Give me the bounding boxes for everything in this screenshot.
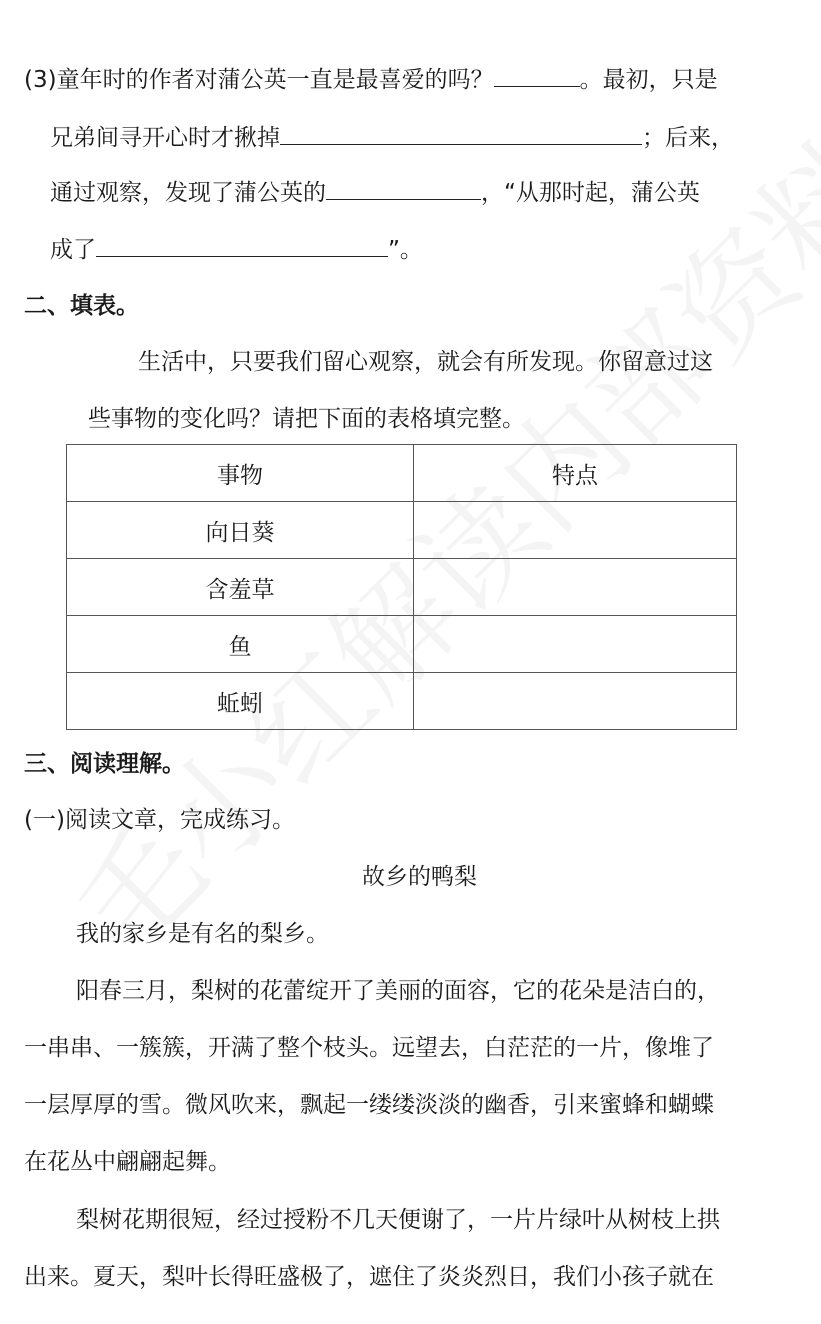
article-paragraph-2-line-4: 在花丛中翩翩起舞。: [24, 1149, 231, 1175]
q3-text-1a: (3)童年时的作者对蒲公英一直是最喜爱的吗？: [24, 67, 494, 93]
table-cell-answer[interactable]: [414, 559, 737, 616]
table-header-feature: 特点: [414, 445, 737, 502]
q3-line-1: [24, 62, 718, 96]
article-paragraph-3-line-1: 梨树花期很短，经过授粉不几天便谢了，一片片绿叶从树枝上拱: [76, 1207, 720, 1233]
table-cell-item: 鱼: [67, 616, 414, 673]
q3-text-1b: 。最初，只是: [579, 67, 718, 93]
article-paragraph-1: 我的家乡是有名的梨乡。: [76, 921, 329, 947]
table-cell-answer[interactable]: [414, 616, 737, 673]
q3-text-4b: ”。: [388, 237, 423, 263]
answer-blank-4[interactable]: [96, 232, 388, 257]
table-cell-item: 向日葵: [67, 502, 414, 559]
section-3-subheading: (一)阅读文章，完成练习。: [24, 807, 295, 833]
answer-blank-2[interactable]: [280, 120, 642, 145]
answer-blank-1[interactable]: [494, 62, 580, 87]
article-paragraph-2-line-3: 一层厚厚的雪。微风吹来，飘起一缕缕淡淡的幽香，引来蜜蜂和蝴蝶: [24, 1092, 714, 1118]
article-title: 故乡的鸭梨: [362, 864, 477, 890]
q3-line-4: [50, 232, 423, 266]
fill-table: [66, 444, 737, 730]
q3-text-2b: ；后来，: [642, 125, 734, 151]
section-2-heading: 二、填表。: [24, 293, 139, 319]
table-cell-item: 蚯蚓: [67, 673, 414, 730]
q3-line-3: [50, 175, 700, 209]
section-2-intro-2: 些事物的变化吗？请把下面的表格填完整。: [88, 406, 525, 432]
article-paragraph-2-line-2: 一串串、一簇簇，开满了整个枝头。远望去，白茫茫的一片，像堆了: [24, 1035, 714, 1061]
table-cell-answer[interactable]: [414, 502, 737, 559]
table-row: [67, 502, 737, 559]
section-3-heading: 三、阅读理解。: [24, 751, 185, 777]
q3-line-2: [50, 120, 734, 154]
q3-text-3b: ，“从那时起，蒲公英: [481, 180, 700, 206]
answer-blank-3[interactable]: [326, 175, 481, 200]
table-cell-item: 含羞草: [67, 559, 414, 616]
article-paragraph-2-line-1: 阳春三月，梨树的花蕾绽开了美丽的面容，它的花朵是洁白的，: [76, 978, 720, 1004]
section-2-intro-1: 生活中，只要我们留心观察，就会有所发现。你留意过这: [138, 349, 713, 375]
q3-text-2a: 兄弟间寻开心时才揪掉: [50, 125, 280, 151]
table-row: [67, 616, 737, 673]
article-paragraph-3-line-2: 出来。夏天，梨叶长得旺盛极了，遮住了炎炎烈日，我们小孩子就在: [24, 1264, 714, 1290]
table-row: [67, 559, 737, 616]
table-cell-answer[interactable]: [414, 673, 737, 730]
q3-text-3a: 通过观察，发现了蒲公英的: [50, 180, 326, 206]
table-header-row: [67, 445, 737, 502]
table-row: [67, 673, 737, 730]
q3-text-4a: 成了: [50, 237, 96, 263]
table-header-item: 事物: [67, 445, 414, 502]
